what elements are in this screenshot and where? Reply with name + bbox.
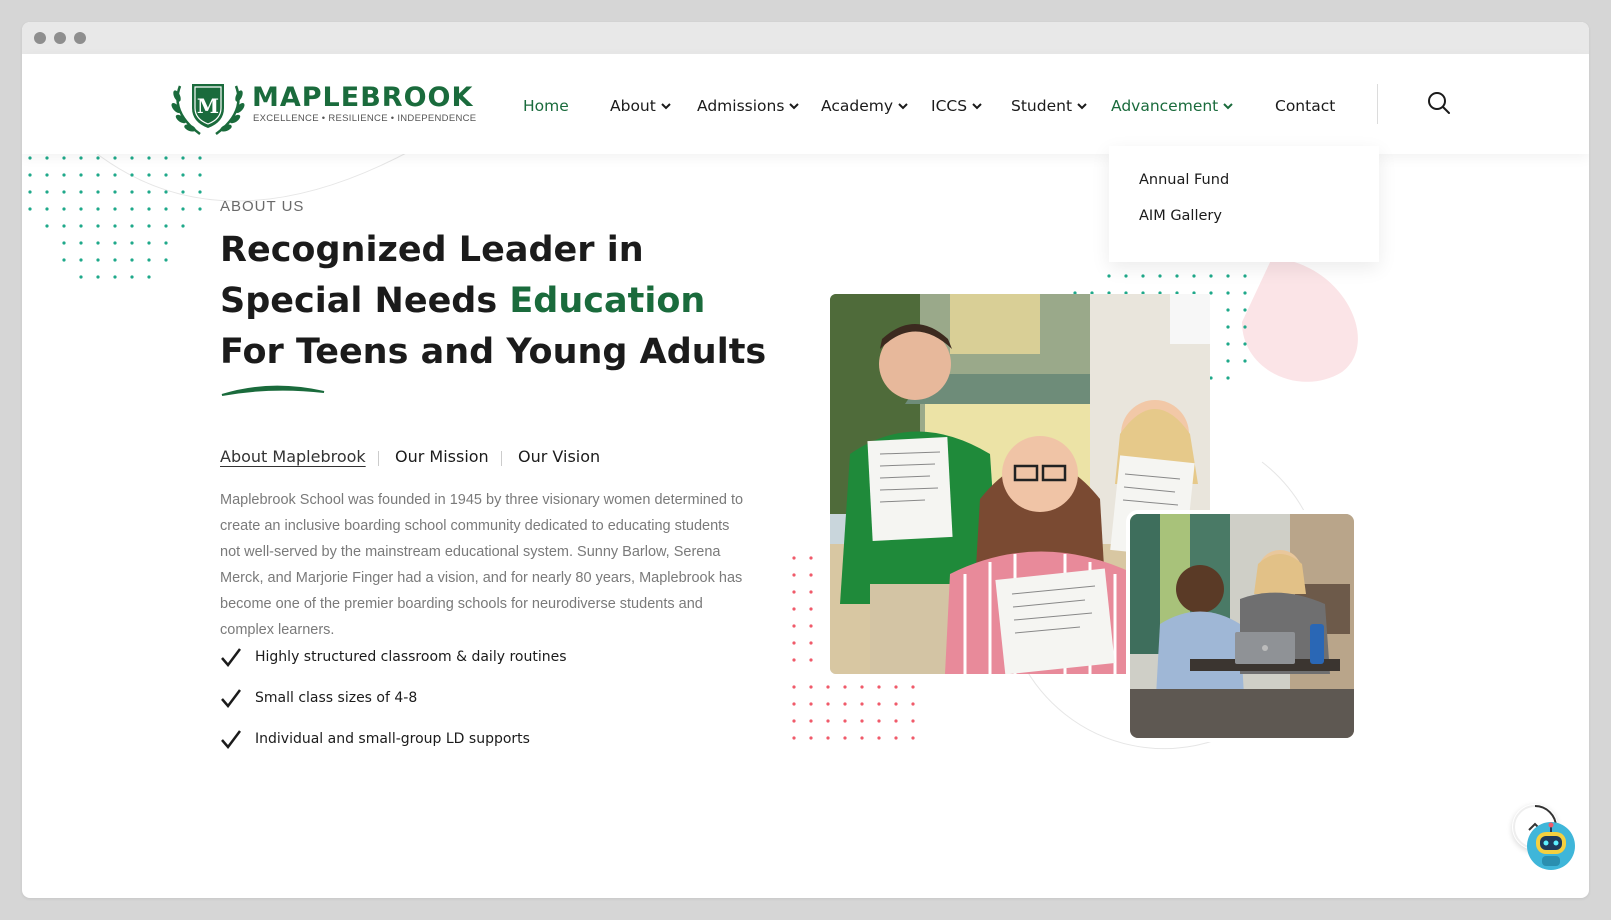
nav-divider [1377, 84, 1378, 124]
chevron-down-icon [971, 100, 983, 112]
classroom-photo [1130, 514, 1354, 738]
chevron-down-icon [1076, 100, 1088, 112]
site-logo[interactable] [170, 78, 477, 138]
title-text: For Teens and Young Adults [220, 332, 767, 372]
chevron-down-icon [660, 100, 672, 112]
page-title [220, 225, 780, 378]
checkmark-icon [220, 728, 242, 750]
nav-label: ICCS [931, 97, 968, 115]
feature-list-item [220, 645, 567, 669]
checkmark-icon [220, 687, 242, 709]
chevron-down-icon [1222, 100, 1234, 112]
advancement-dropdown-menu [1109, 146, 1379, 262]
tab-separator [501, 451, 502, 466]
tab-separator [378, 451, 379, 466]
chatbot-icon[interactable] [1525, 818, 1577, 870]
nav-label: About [610, 97, 656, 115]
search-icon[interactable] [1426, 90, 1452, 116]
nav-advancement[interactable] [1111, 97, 1234, 115]
nav-label: Admissions [697, 97, 785, 115]
nav-student[interactable] [1011, 97, 1088, 115]
nav-about[interactable] [610, 97, 672, 115]
crest-icon [170, 78, 246, 138]
nav-academy[interactable] [821, 97, 909, 115]
brush-underline [220, 380, 330, 400]
feature-list-item [220, 727, 530, 751]
feature-text: Small class sizes of 4-8 [255, 690, 418, 706]
tab-about-maplebrook[interactable]: About Maplebrook [220, 447, 366, 466]
nav-home[interactable] [523, 97, 569, 115]
tab-our-vision[interactable]: Our Vision [518, 447, 601, 466]
chevron-down-icon [788, 100, 800, 112]
teal-dot-pattern-left [28, 156, 201, 278]
title-accent: Education [509, 281, 706, 321]
menu-item-aim-gallery[interactable]: AIM Gallery [1139, 208, 1222, 224]
site-header [22, 54, 1589, 154]
svg-text:M: M [196, 94, 220, 118]
feature-list-item [220, 686, 417, 710]
section-eyebrow: ABOUT US [220, 198, 305, 215]
feature-text: Highly structured classroom & daily routines [255, 649, 567, 665]
nav-label: Student [1011, 97, 1073, 115]
logo-wordmark: MAPLEBROOK [252, 82, 474, 113]
nav-label: Advancement [1111, 97, 1219, 115]
checkmark-icon [220, 646, 242, 668]
about-description: Maplebrook School was founded in 1945 by three visionary women determined to create an inclusive boarding school community dedicated to educating students not well-served by the mainstream educational system. Sunny Barlow, Serena Merck, and Marjorie Finger had a vision, and for nearly 80 years, Maplebrook has become one of the premier boarding schools for neurodiverse students and complex learners. [220, 492, 744, 638]
nav-contact[interactable] [1275, 97, 1335, 115]
nav-label: Home [523, 97, 569, 115]
nav-iccs[interactable] [931, 97, 983, 115]
chevron-down-icon [897, 100, 909, 112]
menu-item-annual-fund[interactable]: Annual Fund [1139, 172, 1230, 188]
browser-window [22, 22, 1589, 898]
title-text: Recognized Leader in Special Needs [220, 230, 644, 321]
nav-admissions[interactable] [697, 97, 800, 115]
tab-our-mission[interactable]: Our Mission [395, 447, 489, 466]
feature-text: Individual and small-group LD supports [255, 731, 530, 747]
pink-blob [1242, 258, 1358, 382]
nav-label: Contact [1275, 97, 1336, 115]
nav-label: Academy [821, 97, 893, 115]
logo-tagline: EXCELLENCE • RESILIENCE • INDEPENDENCE [253, 113, 477, 124]
